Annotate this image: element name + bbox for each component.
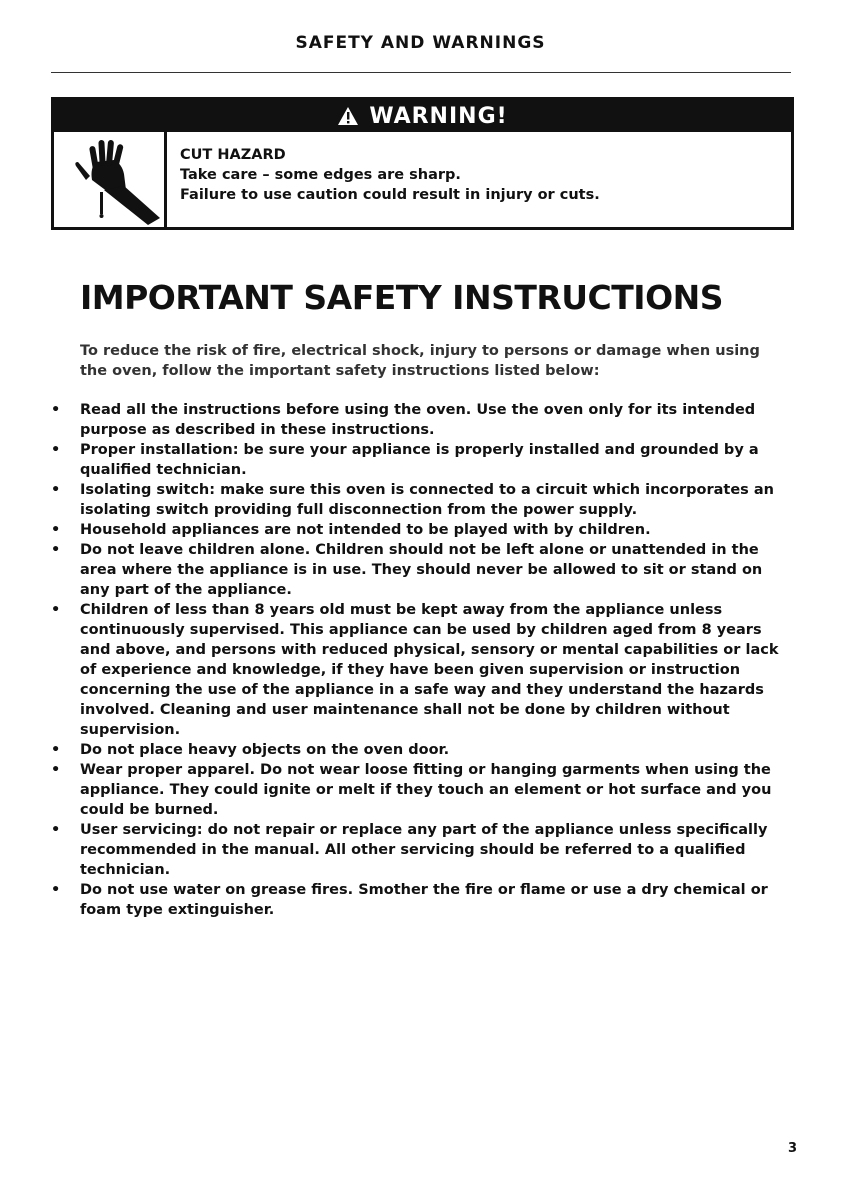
warning-box (51, 97, 794, 230)
list-item (0, 400, 780, 440)
list-item (0, 820, 780, 880)
list-item (0, 520, 780, 540)
warning-triangle-icon (337, 106, 359, 126)
list-item (0, 740, 780, 760)
bullet-icon: • (51, 542, 61, 558)
bullet-icon: • (51, 742, 61, 758)
page-title: IMPORTANT SAFETY INSTRUCTIONS (80, 278, 724, 317)
list-item-text: Do not leave children alone. Children should not be left alone or unattended in the area where the appliance is in use. They should never be allowed to sit or stand on any part of the appliance. (80, 542, 763, 598)
bullet-icon: • (51, 822, 61, 838)
hazard-icon-cell (54, 132, 167, 227)
list-item-text: Household appliances are not intended to be played with by children. (80, 522, 651, 538)
list-item-text: User servicing: do not repair or replace any part of the appliance unless specifically recommended in the manual. All other servicing should be referred to a qualified technician. (80, 822, 768, 878)
warning-label: WARNING! (369, 103, 508, 129)
section-header: SAFETY AND WARNINGS (295, 33, 546, 53)
warning-banner (54, 100, 791, 132)
list-item-text: Do not place heavy objects on the oven door. (80, 742, 450, 758)
hazard-line: Failure to use caution could result in injury or cuts. (180, 187, 600, 203)
list-item-text: Read all the instructions before using the oven. Use the oven only for its intended purpose as described in these instructions. (80, 402, 756, 438)
list-item-text: Do not use water on grease fires. Smother the fire or flame or use a dry chemical or foam type extinguisher. (80, 882, 768, 918)
page-number: 3 (788, 1141, 798, 1156)
intro-paragraph: To reduce the risk of fire, electrical shock, injury to persons or damage when using the oven, follow the important safety instructions listed below: (80, 343, 760, 379)
hazard-line: Take care – some edges are sharp. (180, 167, 461, 183)
list-item (0, 440, 780, 480)
hazard-text (180, 145, 600, 205)
cut-hand-icon (54, 132, 164, 227)
bullet-icon: • (51, 882, 61, 898)
list-item (0, 540, 780, 600)
bullet-icon: • (51, 522, 61, 538)
list-item-text: Isolating switch: make sure this oven is connected to a circuit which incorporates an isolating switch providing full disconnection from the power supply. (80, 482, 774, 518)
list-item (0, 480, 780, 520)
list-item (0, 600, 780, 740)
bullet-icon: • (51, 442, 61, 458)
bullet-icon: • (51, 762, 61, 778)
list-item-text: Proper installation: be sure your appliance is properly installed and grounded by a qualified technician. (80, 442, 759, 478)
bullet-icon: • (51, 602, 61, 618)
header-divider (51, 72, 791, 73)
list-item-text: Children of less than 8 years old must be kept away from the appliance unless continuously supervised. This appliance can be used by children aged from 8 years and above, and persons with reduced physical, sensory or mental capabilities or lack of experience and knowledge, if they have been given supervision or instruction concerning the use of the appliance in a safe way and they understand the hazards involved. Cleaning and user maintenance shall not be done by children without supervision. (80, 602, 779, 738)
list-item (0, 880, 780, 920)
list-item-text: Wear proper apparel. Do not wear loose fitting or hanging garments when using the appliance. They could ignite or melt if they touch an element or hot surface and you could be burned. (80, 762, 772, 818)
safety-instructions-list (0, 400, 841, 920)
bullet-icon: • (51, 482, 61, 498)
bullet-icon: • (51, 402, 61, 418)
hazard-title: CUT HAZARD (180, 147, 286, 163)
list-item (0, 760, 780, 820)
